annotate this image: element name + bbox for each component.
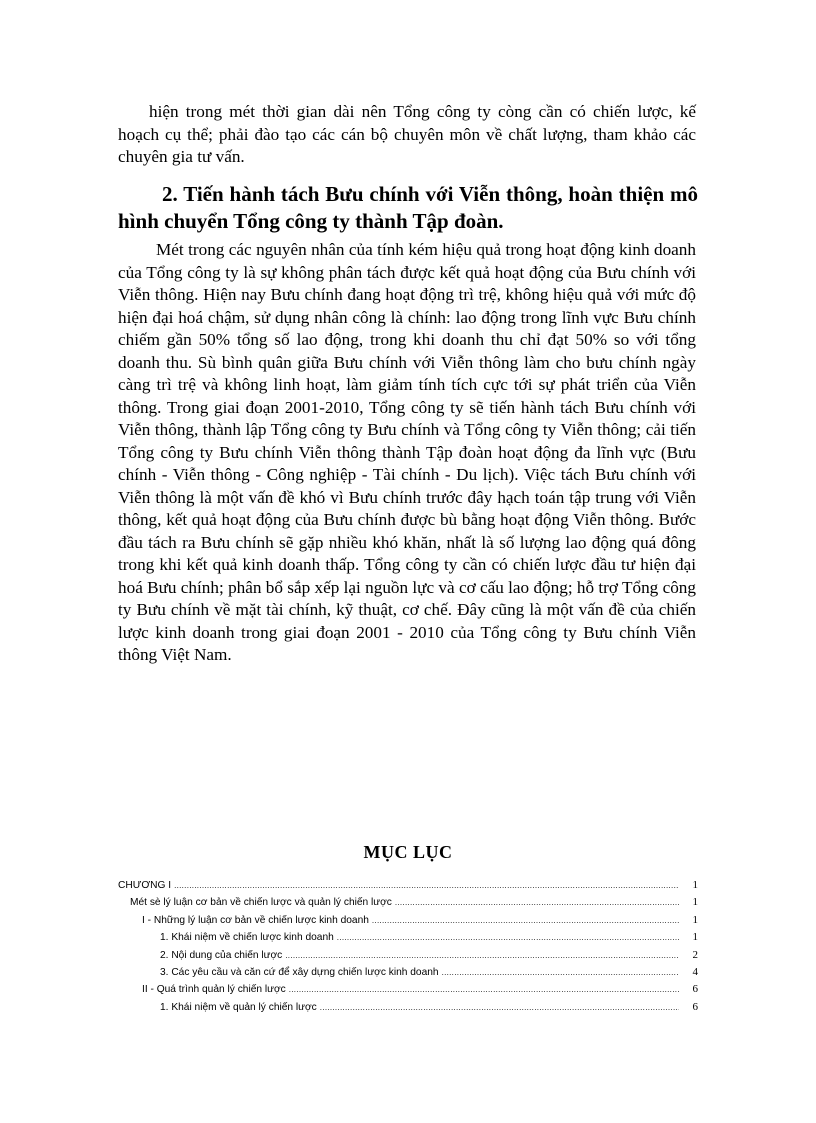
toc-entry-page: 4 (692, 966, 698, 979)
toc-entry-label: Mét sè lý luận cơ bản về chiến lược và quản lý chiến lược (130, 897, 392, 909)
toc-entry[interactable] (118, 894, 698, 911)
toc-entry[interactable] (118, 981, 698, 998)
table-of-contents (118, 877, 698, 1016)
toc-entry[interactable] (118, 964, 698, 981)
toc-entry-page: 6 (692, 1000, 698, 1013)
toc-entry-label: 2. Nội dung của chiến lược (160, 949, 283, 961)
toc-entry-page: 1 (692, 896, 698, 909)
toc-entry[interactable] (118, 877, 698, 894)
toc-entry-label: CHƯƠNG I (118, 880, 172, 891)
toc-entry-label: 3. Các yêu cầu và căn cứ để xây dựng chiến lược kinh doanh (160, 967, 439, 979)
toc-leader-dots (337, 930, 679, 946)
toc-entry-page: 6 (692, 983, 698, 996)
toc-entry[interactable] (118, 929, 698, 946)
paragraph-main: Mét trong các nguyên nhân của tính kém hiệu quả trong hoạt động kinh doanh của Tổng công ty là sự không phân tách được kết quả hoạt động của Bưu chính với Viễn thông. Hiện nay Bưu chính đang hoạt động trì trệ, không hiệu quả với mức độ hiện đại hoá chậm, sử dụng nhân công là chính: lao động trong lĩnh vực Bưu chính chiếm gần 50% tổng số lao động, trong khi doanh thu chỉ đạt 50% so với tổng doanh thu. Sù bình quân giữa Bưu chính với Viễn thông làm cho bưu chính ngày càng trì trệ và không linh hoạt, làm giảm tính tích cực tới sự phát triển của Viễn thông. Trong giai đoạn 2001-2010, Tổng công ty sẽ tiến hành tách Bưu chính với Viễn thông, thành lập Tổng công ty Bưu chính và Tổng công ty Viễn thông; cải tiến Tổng công ty Bưu chính Viễn thông thành Tập đoàn hoạt động đa lĩnh vực (Bưu chính - Viễn thông - Công nghiệp - Tài chính - Du lịch). Việc tách Bưu chính với Viễn thông là một vấn đề khó vì Bưu chính trước đây hạch toán tập trung với Viễn thông, kết quả hoạt động của Bưu chính được bù bằng hoạt động Viễn thông. Bước đầu tách ra Bưu chính sẽ gặp nhiều khó khăn, nhất là số lượng lao động quá đông trong khi kết quả kinh doanh thấp. Tổng công ty cần có chiến lược đầu tư hiện đại hoá Bưu chính; phân bổ sắp xếp lại nguồn lực và cơ cấu lao động; hỗ trợ Tổng công ty Bưu chính về mặt tài chính, kỹ thuật, cơ chế. Đây cũng là một vấn đề của chiến lược kinh doanh trong giai đoạn 2001 - 2010 của Tổng công ty Bưu chính Viễn thông Việt Nam. (118, 240, 696, 664)
paragraph-continued: hiện trong mét thời gian dài nên Tổng công ty còng cần có chiến lược, kế hoạch cụ thể; phải đào tạo các cán bộ chuyên môn về chất lượng, tham khảo các chuyên gia tư vấn. (118, 102, 696, 166)
toc-leader-dots (442, 965, 679, 981)
toc-entry[interactable] (118, 912, 698, 929)
toc-entry-page: 1 (692, 913, 698, 926)
toc-entry[interactable] (118, 947, 698, 964)
toc-title: MỤC LỤC (363, 842, 453, 862)
toc-entry-page: 1 (692, 879, 698, 891)
section-heading: 2. Tiến hành tách Bưu chính với Viễn thông, hoàn thiện mô hình chuyển Tổng công ty thành Tập đoàn. (118, 182, 698, 233)
toc-leader-dots (289, 982, 679, 998)
toc-leader-dots (320, 1000, 679, 1016)
toc-entry-label: II - Quá trình quản lý chiến lược (142, 984, 286, 996)
toc-entry-page: 2 (692, 948, 698, 961)
toc-leader-dots (174, 878, 679, 894)
toc-entry-label: 1. Khái niệm về chiến lược kinh doanh (160, 932, 334, 944)
toc-entry-label: 1. Khái niệm về quản lý chiến lược (160, 1001, 317, 1013)
toc-leader-dots (395, 895, 679, 911)
toc-entry[interactable] (118, 999, 698, 1016)
toc-entry-page: 1 (692, 931, 698, 944)
toc-leader-dots (285, 948, 679, 964)
toc-leader-dots (372, 913, 679, 929)
toc-entry-label: I - Những lý luận cơ bản về chiến lược kinh doanh (142, 914, 369, 926)
